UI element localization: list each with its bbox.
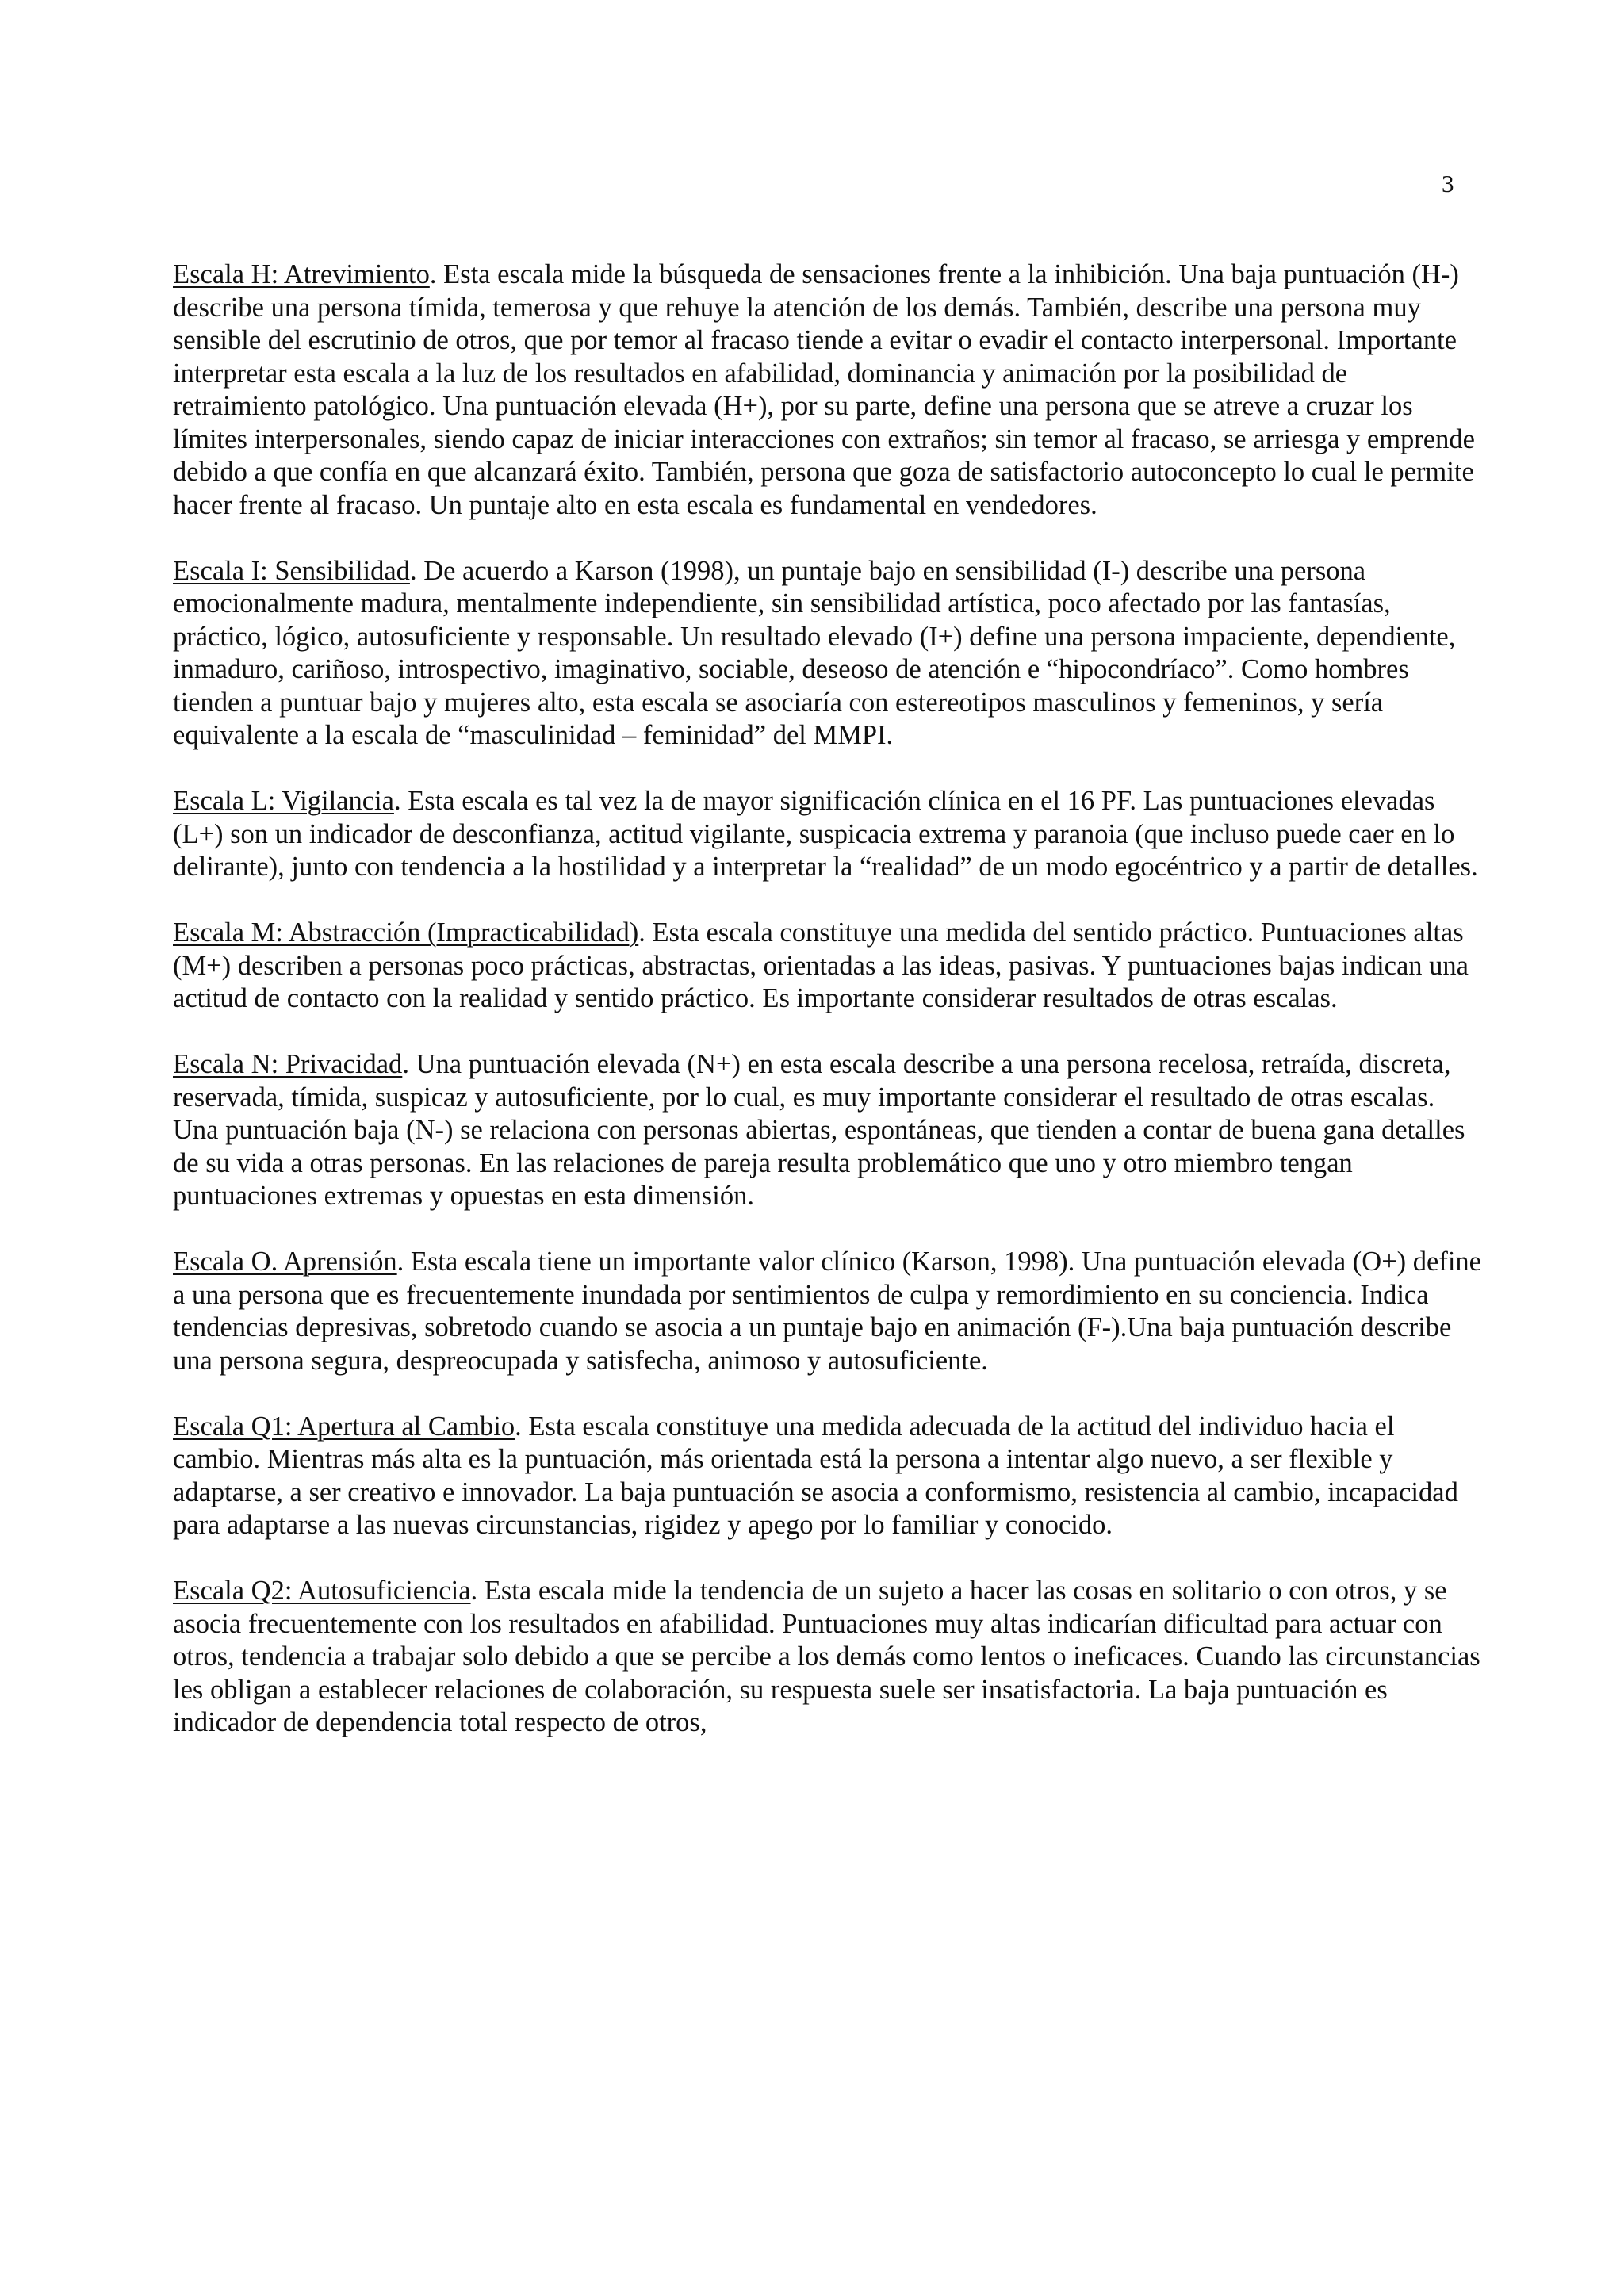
section-text: . Esta escala constituye una medida del sentido práctico. Puntuaciones altas (M+) describen a personas poco prácticas, abstractas, orientadas a las ideas, pasivas. Y puntuaciones bajas indican una actitud de contacto con la realidad y sentido práctico. Es importante considerar resultados de otras escalas. [173,917,1469,1013]
section-title: Escala I: Sensibilidad [173,555,410,586]
section-escala-m [173,917,1485,1016]
section-title: Escala O. Aprensión [173,1247,397,1277]
section-escala-i [173,555,1485,753]
section-title: Escala Q2: Autosuficiencia [173,1576,471,1606]
section-title: Escala M: Abstracción (Impracticabilidad) [173,917,639,948]
section-text: . Esta escala tiene un importante valor clínico (Karson, 1998). Una puntuación elevada (O+) define a una persona que es frecuentemente inundada por sentimientos de culpa y remordimiento en su conciencia. Indica tendencias depresivas, sobretodo cuando se asocia a un puntaje bajo en animación (F-).Una baja puntuación describe una persona segura, despreocupada y satisfecha, animoso y autosuficiente. [173,1247,1481,1376]
section-text: . Una puntuación elevada (N+) en esta escala describe a una persona recelosa, retraída, discreta, reservada, tímida, suspicaz y autosuficiente, por lo cual, es muy importante considerar el resultado de otras escalas. Una puntuación baja (N-) se relaciona con personas abiertas, espontáneas, que tienden a contar de buena gana detalles de su vida a otras personas. En las relaciones de pareja resulta problemático que uno y otro miembro tengan puntuaciones extremas y opuestas en esta dimensión. [173,1049,1465,1211]
section-text: . Esta escala mide la tendencia de un sujeto a hacer las cosas en solitario o con otros, y se asocia frecuentemente con los resultados en afabilidad. Puntuaciones muy altas indicarían dificultad para actuar con otros, tendencia a trabajar solo debido a que se percibe a los demás como lentos o ineficaces. Cuando las circunstancias les obligan a establecer relaciones de colaboración, su respuesta suele ser insatisfactoria. La baja puntuación es indicador de dependencia total respecto de otros, [173,1576,1480,1737]
section-title: Escala Q1: Apertura al Cambio [173,1411,515,1442]
section-text: . De acuerdo a Karson (1998), un puntaje bajo en sensibilidad (I-) describe una persona emocionalmente madura, mentalmente independiente, sin sensibilidad artística, poco afectado por las fantasías, práctico, lógico, autosuficiente y responsable. Un resultado elevado (I+) define una persona impaciente, dependiente, inmaduro, cariñoso, introspectivo, imaginativo, sociable, deseoso de atención e “hipocondríaco”. Como hombres tienden a puntuar bajo y mujeres alto, esta escala se asociaría con estereotipos masculinos y femeninos, y sería equivalente a la escala de “masculinidad – feminidad” del MMPI. [173,555,1456,750]
section-escala-q2 [173,1575,1485,1740]
section-escala-h [173,259,1485,522]
section-escala-l [173,785,1485,884]
section-text: . Esta escala mide la búsqueda de sensaciones frente a la inhibición. Una baja puntuación (H-) describe una persona tímida, temerosa y que rehuye la atención de los demás. También, describe una persona muy sensible del escrutinio de otros, que por temor al fracaso tiende a evitar o evadir el contacto interpersonal. Importante interpretar esta escala a la luz de los resultados en afabilidad, dominancia y animación por la posibilidad de retraimiento patológico. Una puntuación elevada (H+), por su parte, define una persona que se atreve a cruzar los límites interpersonales, siendo capaz de iniciar interacciones con extraños; sin temor al fracaso, se arriesga y emprende debido a que confía en que alcanzará éxito. También, persona que goza de satisfactorio autoconcepto lo cual le permite hacer frente al fracaso. Un puntaje alto en esta escala es fundamental en vendedores. [173,259,1475,520]
section-title: Escala L: Vigilancia [173,786,394,816]
section-title: Escala N: Privacidad [173,1049,403,1079]
section-text: . Esta escala es tal vez la de mayor significación clínica en el 16 PF. Las puntuaciones elevadas (L+) son un indicador de desconfianza, actitud vigilante, suspicacia extrema y paranoia (que incluso puede caer en lo delirante), junto con tendencia a la hostilidad y a interpretar la “realidad” de un modo egocéntrico y a partir de detalles. [173,786,1478,882]
section-escala-n [173,1048,1485,1213]
section-escala-o [173,1246,1485,1377]
section-escala-q1 [173,1411,1485,1542]
section-text: . Esta escala constituye una medida adecuada de la actitud del individuo hacia el cambio. Mientras más alta es la puntuación, más orientada está la persona a intentar algo nuevo, a ser flexible y adaptarse, a ser creativo e innovador. La baja puntuación se asocia a conformismo, resistencia al cambio, incapacidad para adaptarse a las nuevas circunstancias, rigidez y apego por lo familiar y conocido. [173,1411,1458,1540]
section-title: Escala H: Atrevimiento [173,259,430,289]
document-body [173,259,1485,1772]
page-number: 3 [1442,170,1454,197]
